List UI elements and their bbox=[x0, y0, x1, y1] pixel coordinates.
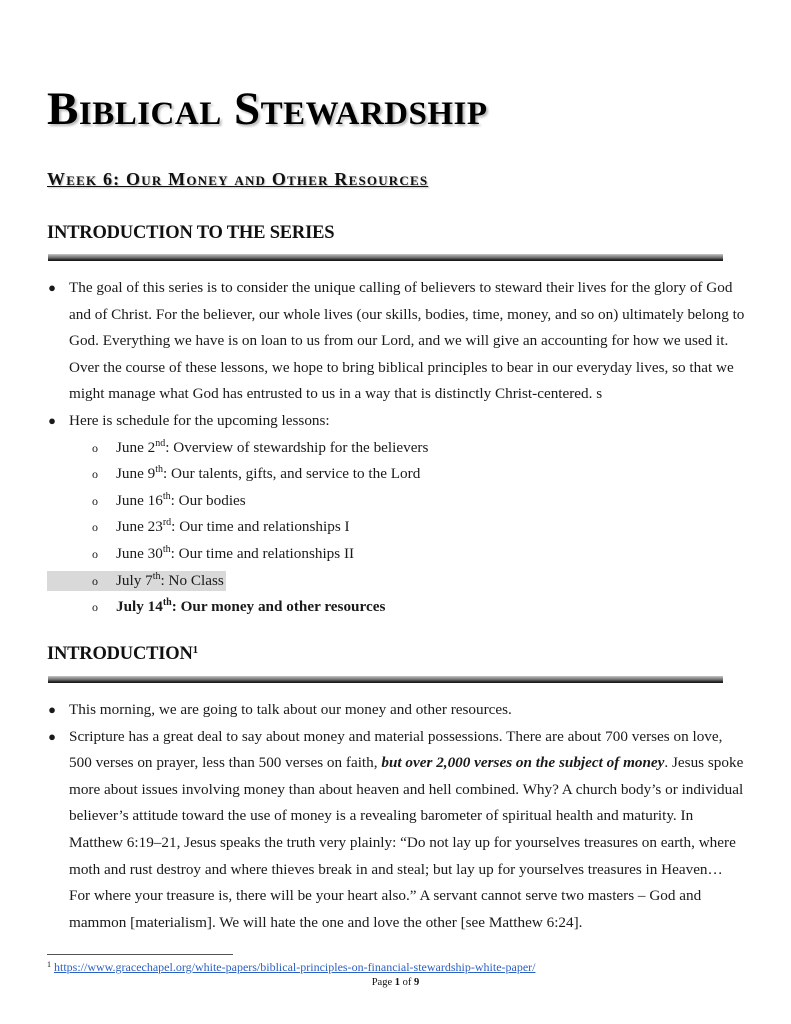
schedule-item bbox=[47, 514, 747, 541]
total-pages: 9 bbox=[414, 977, 420, 988]
schedule-date: June 2 bbox=[116, 438, 156, 456]
series-goal-text: The goal of this series is to consider the unique calling of believers to steward their lives for the glory of God and of Christ. For the believer, our whole lives (our skills, bodies, time, money, and so on) ultimately belong to God. Everything we have is on loan to us from our Lord, and we will give an accounting for how we used it. Over the course of these lessons, we hope to bring biblical principles to bear in our everyday lives, so that we might manage what God has entrusted to us in a way that is distinctly Christ-centered. s bbox=[69, 279, 745, 403]
scripture-emphasis: but over 2,000 verses on the subject of money bbox=[381, 754, 665, 772]
schedule-date: June 9 bbox=[116, 465, 156, 483]
schedule-topic: : Our talents, gifts, and service to the Lord bbox=[163, 465, 421, 483]
week-subtitle: Week 6: Our Money and Other Resources bbox=[47, 169, 429, 189]
schedule-item bbox=[47, 461, 747, 488]
date-suffix: th bbox=[162, 597, 172, 609]
schedule-topic: : Our bodies bbox=[170, 491, 246, 509]
schedule-list bbox=[47, 435, 747, 621]
date-suffix: th bbox=[155, 464, 164, 476]
current-page: 1 bbox=[394, 977, 401, 988]
series-heading: INTRODUCTION TO THE SERIES bbox=[47, 223, 335, 243]
circle-bullet-icon: o bbox=[92, 573, 98, 588]
schedule-date: June 30 bbox=[116, 544, 163, 562]
date-suffix: rd bbox=[162, 517, 172, 529]
schedule-date: July 7 bbox=[116, 571, 153, 589]
schedule-date: June 23 bbox=[116, 518, 163, 536]
circle-bullet-icon: o bbox=[92, 600, 98, 615]
text-highlight bbox=[47, 571, 226, 591]
list-item bbox=[47, 697, 747, 724]
bullet-icon: ● bbox=[48, 412, 56, 428]
section-divider bbox=[48, 676, 723, 683]
footnote-reference[interactable]: 1 bbox=[192, 644, 198, 656]
schedule-date: June 16 bbox=[116, 491, 163, 509]
schedule-topic: : Our time and relationships II bbox=[170, 544, 355, 562]
schedule-item bbox=[47, 488, 747, 515]
schedule-topic: : Overview of stewardship for the believers bbox=[165, 438, 429, 456]
circle-bullet-icon: o bbox=[92, 493, 98, 508]
introduction-heading-text: INTRODUCTION bbox=[47, 644, 193, 664]
date-suffix: th bbox=[162, 543, 171, 555]
intro-text: This morning, we are going to talk about our money and other resources. bbox=[69, 701, 512, 718]
scripture-text-before: Scripture has a great deal to say about money and material possessions. There are about 700 verses on love, 500 verses on prayer, less than 500 verses on faith, bbox=[69, 727, 723, 772]
introduction-bullet-list bbox=[47, 697, 747, 936]
series-bullet-list bbox=[47, 275, 747, 621]
circle-bullet-icon: o bbox=[92, 520, 98, 535]
circle-bullet-icon: o bbox=[92, 546, 98, 561]
footnote-number: 1 bbox=[47, 960, 51, 969]
footnote-link[interactable]: https://www.gracechapel.org/white-papers/biblical-principles-on-financial-stewardship-white-paper/ bbox=[54, 960, 536, 974]
list-item bbox=[47, 724, 747, 937]
scripture-text-after: . Jesus spoke more about issues involving money than about heaven and hell combined. Why? A church body’s or individual believer’s attitude toward the use of money is a revealing barometer of spiritual health and maturity. In Matthew 6:19–21, Jesus speaks the truth very plainly: “Do not lay up for yourselves treasures on earth, where moth and rust destroy and where thieves break in and steal; but lay up for yourselves treasures in Heaven… For where your treasure is, there will be your heart also.” A servant cannot serve two masters – God and mammon [materialism]. We will hate the one and love the other [see Matthew 6:24]. bbox=[69, 754, 744, 931]
date-suffix: th bbox=[152, 570, 161, 582]
section-divider bbox=[48, 254, 723, 261]
schedule-item bbox=[47, 435, 747, 462]
footnote-separator bbox=[47, 954, 233, 955]
date-suffix: nd bbox=[155, 437, 166, 449]
schedule-item-highlighted bbox=[47, 568, 747, 595]
list-item bbox=[47, 408, 747, 621]
footnote bbox=[47, 960, 536, 975]
schedule-item bbox=[47, 541, 747, 568]
schedule-topic: : Our money and other resources bbox=[171, 598, 386, 616]
circle-bullet-icon: o bbox=[92, 467, 98, 482]
bullet-icon: ● bbox=[48, 728, 56, 744]
schedule-topic: : No Class bbox=[160, 571, 224, 589]
bullet-icon: ● bbox=[48, 702, 56, 717]
introduction-heading bbox=[47, 643, 198, 665]
circle-bullet-icon: o bbox=[92, 440, 98, 455]
document-title: Biblical Stewardship bbox=[47, 83, 488, 135]
schedule-date: July 14 bbox=[116, 598, 163, 616]
schedule-item-current bbox=[47, 594, 747, 621]
bullet-icon: ● bbox=[48, 280, 56, 295]
date-suffix: th bbox=[162, 490, 171, 502]
page-label: Page bbox=[371, 977, 393, 988]
schedule-intro-text: Here is schedule for the upcoming lessons: bbox=[69, 411, 330, 429]
schedule-topic: : Our time and relationships I bbox=[171, 518, 350, 536]
list-item bbox=[47, 275, 747, 408]
page-number bbox=[0, 976, 791, 989]
of-label: of bbox=[402, 977, 412, 988]
